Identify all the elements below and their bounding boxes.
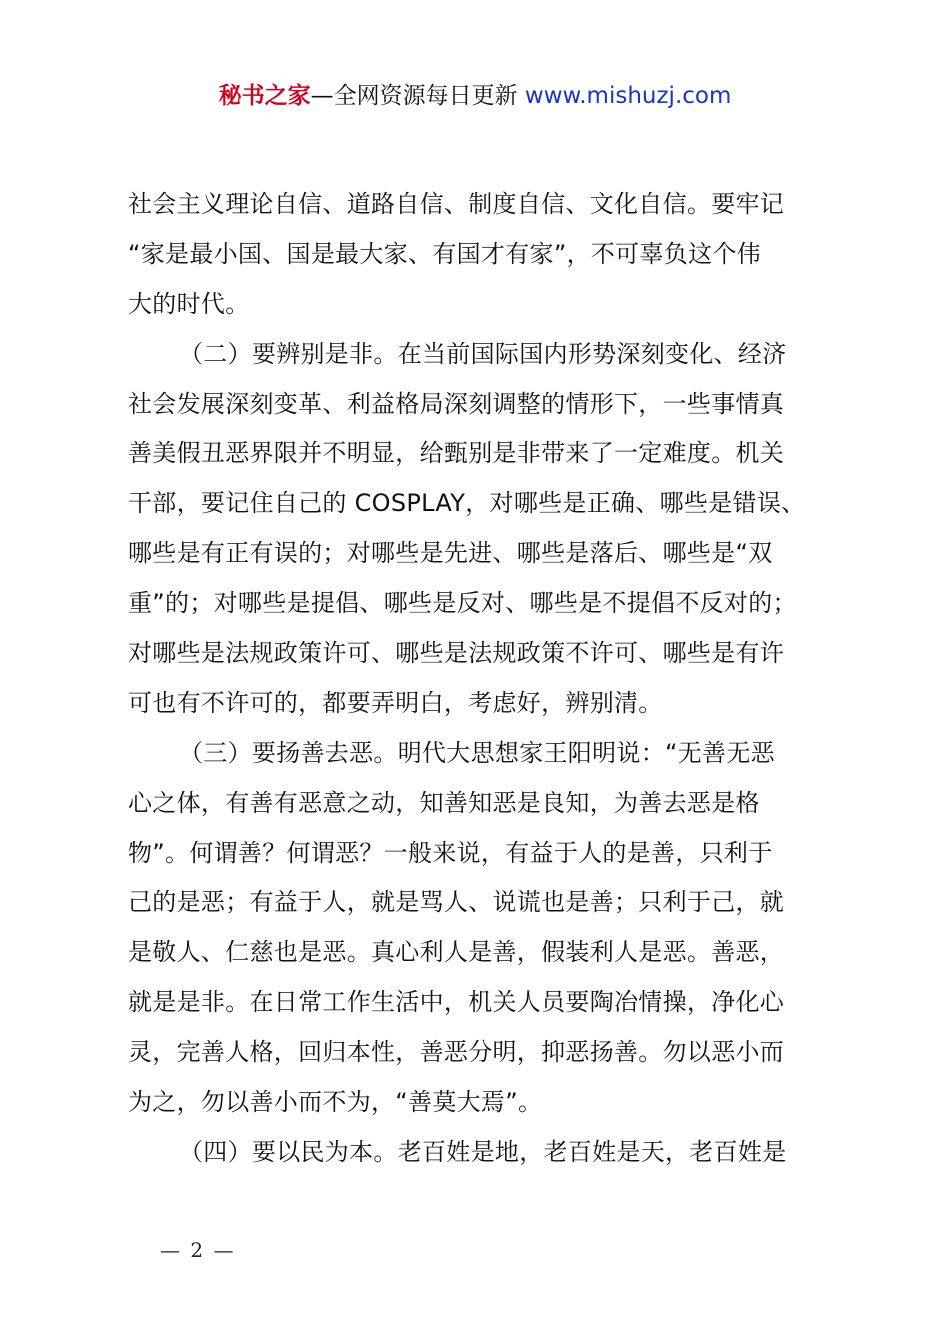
text-line: 哪些是有正有误的；对哪些是先进、哪些是落后、哪些是“双 [128,539,773,568]
text-line: 就是是非。在日常工作生活中，机关人员要陶冶情操，净化心 [128,988,785,1017]
page-number: — 2 — [160,1238,236,1262]
document-body [128,180,848,1178]
text-line: 己的是恶；有益于人，就是骂人、说谎也是善；只利于己，就 [128,888,785,917]
text-line: 对哪些是法规政策许可、哪些是法规政策不许可、哪些是有许 [128,639,785,668]
text-line: 干部，要记住自己的 COSPLAY，对哪些是正确、哪些是错误、 [128,489,806,518]
paragraph-heading-4: （四）要以民为本。老百姓是地，老百姓是天，老百姓是 [179,1137,787,1166]
site-header [0,78,950,114]
paragraph-heading-2: （二）要辨别是非。在当前国际国内形势深刻变化、经济 [179,339,787,368]
text-line: 善美假丑恶界限并不明显，给甄别是非带来了一定难度。机关 [128,439,785,468]
text-line: “家是最小国、国是最大家、有国才有家”，不可辜负这个伟 [128,239,761,268]
text-line: 可也有不许可的，都要弄明白，考虑好，辨别清。 [128,688,663,717]
header-slogan: —全网资源每日更新 [310,83,525,109]
brand-name: 秘书之家 [218,83,311,109]
text-line: 为之，勿以善小而不为，“善莫大焉”。 [128,1088,543,1117]
text-line: 社会发展深刻变革、利益格局深刻调整的情形下，一些事情真 [128,389,785,418]
text-line: 重”的；对哪些是提倡、哪些是反对、哪些是不提倡不反对的； [128,589,797,618]
text-line: 心之体，有善有恶意之动，知善知恶是良知，为善去恶是格 [128,788,760,817]
text-line: 是敬人、仁慈也是恶。真心利人是善，假装利人是恶。善恶， [128,938,785,967]
text-line: 灵，完善人格，回归本性，善恶分明，抑恶扬善。勿以恶小而 [128,1038,785,1067]
paragraph-heading-3: （三）要扬善去恶。明代大思想家王阳明说：“无善无恶 [179,738,775,767]
text-line: 社会主义理论自信、道路自信、制度自信、文化自信。要牢记 [128,190,785,218]
text-line: 大的时代。 [128,289,250,318]
text-line: 物”。何谓善？何谓恶？一般来说，有益于人的是善，只利于 [128,838,773,867]
site-url-link[interactable]: www.mishuzj.com [524,83,732,109]
